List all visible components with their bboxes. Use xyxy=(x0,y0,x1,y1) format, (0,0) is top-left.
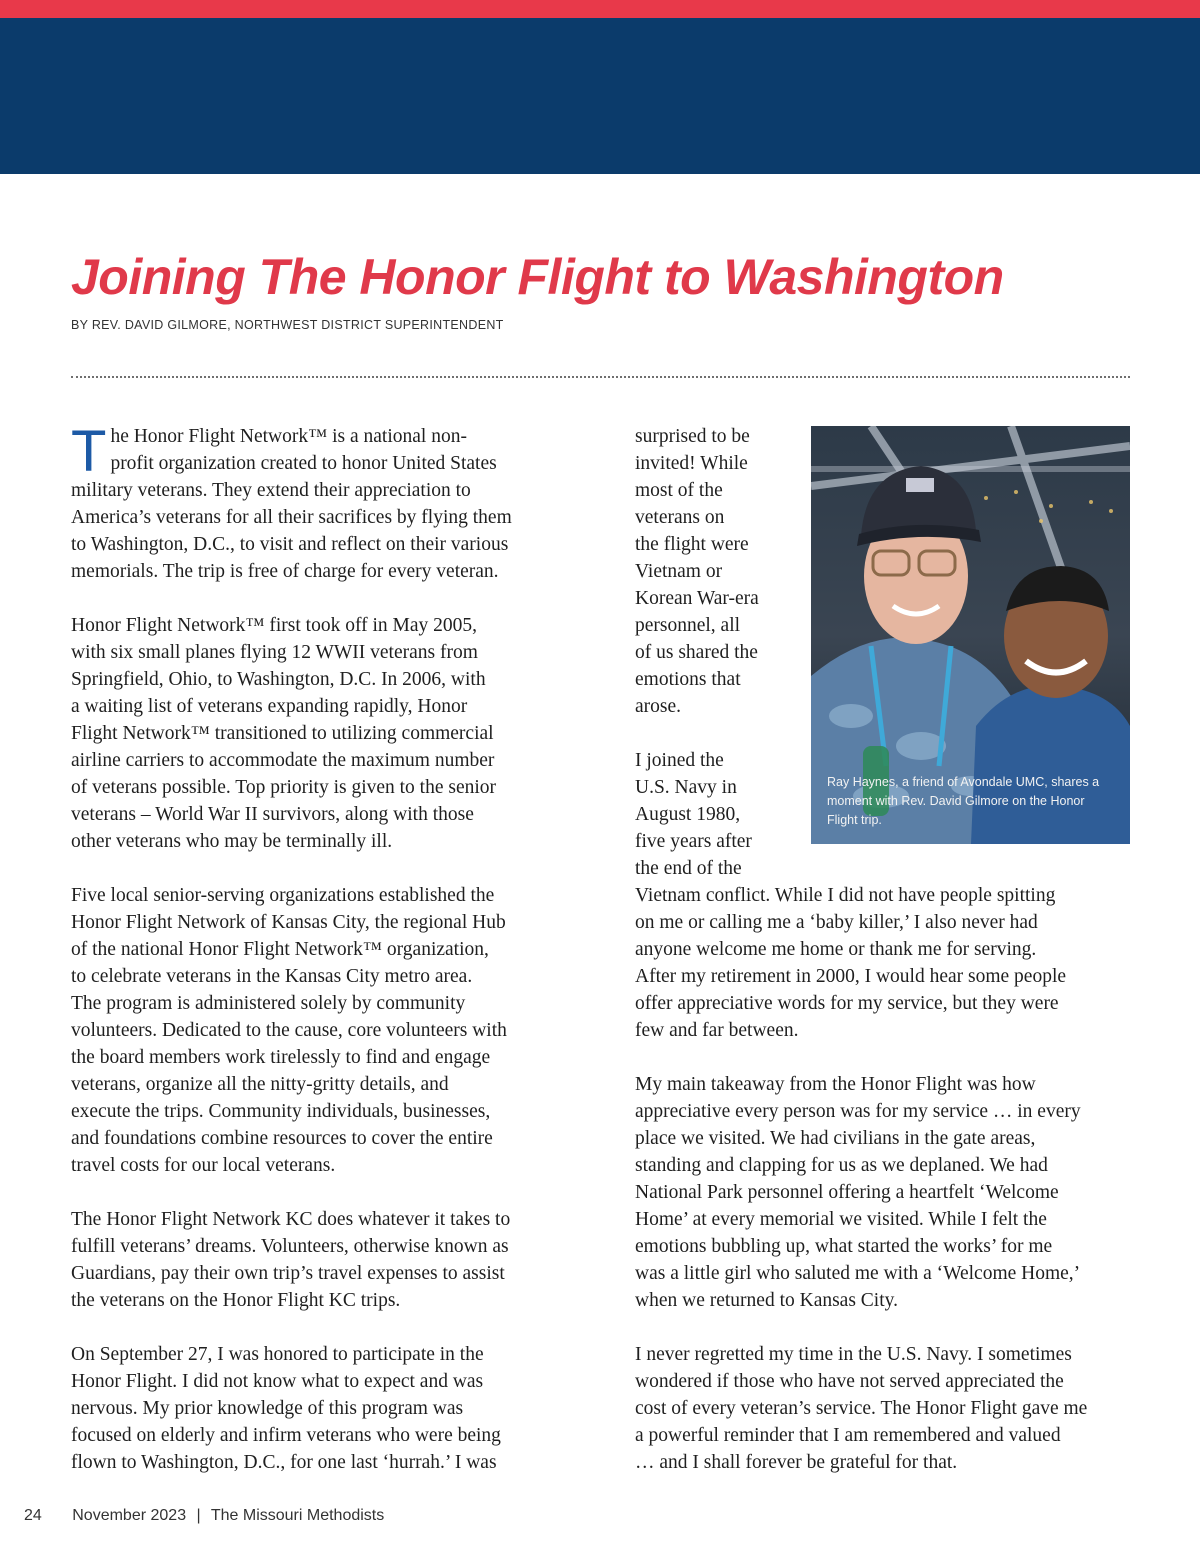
drop-cap: T xyxy=(71,419,107,484)
text-line: fulfill veterans’ dreams. Volunteers, otherwise known as xyxy=(71,1236,509,1257)
text-line: the board members work tirelessly to find and engage xyxy=(71,1047,491,1068)
text-line: was a little girl who saluted me with a ‘Welcome Home,’ xyxy=(635,1263,1081,1284)
body-paragraph xyxy=(71,1206,571,1314)
text-line: personnel, all xyxy=(635,615,741,636)
text-line: focused on elderly and infirm veterans who were being xyxy=(71,1425,501,1446)
text-line: few and far between. xyxy=(635,1020,799,1041)
body-paragraph xyxy=(635,1341,1135,1476)
text-line: Honor Flight Network of Kansas City, the regional Hub xyxy=(71,912,506,933)
text-line: nervous. My prior knowledge of this program was xyxy=(71,1398,464,1419)
text-line: I joined the xyxy=(635,750,724,771)
text-line: Flight Network™ transitioned to utilizing commercial xyxy=(71,723,494,744)
text-line: other veterans who may be terminally ill. xyxy=(71,831,393,852)
text-line: of us shared the xyxy=(635,642,758,663)
text-line: veterans – World War II survivors, along with those xyxy=(71,804,474,825)
text-line: with six small planes flying 12 WWII veterans from xyxy=(71,642,478,663)
publication-name: The Missouri Methodists xyxy=(210,1507,385,1524)
text-line: I never regretted my time in the U.S. Navy. I sometimes xyxy=(635,1344,1072,1365)
page-number: 24 xyxy=(24,1507,42,1524)
top-red-band xyxy=(0,0,1200,18)
text-line: Vietnam or xyxy=(635,561,723,582)
text-line: the end of the xyxy=(635,858,742,879)
text-line: military veterans. They extend their appreciation to xyxy=(71,480,471,501)
text-line: invited! While xyxy=(635,453,748,474)
text-line: veterans, organize all the nitty-gritty details, and xyxy=(71,1074,449,1095)
text-line: cost of every veteran’s service. The Honor Flight gave me xyxy=(635,1398,1088,1419)
article-byline: BY REV. DAVID GILMORE, NORTHWEST DISTRICT SUPERINTENDENT xyxy=(71,318,504,332)
text-line: The Honor Flight Network KC does whatever it takes to xyxy=(71,1209,511,1230)
text-line: five years after xyxy=(635,831,752,852)
text-line: Korean War-era xyxy=(635,588,759,609)
body-paragraph xyxy=(635,1071,1135,1314)
article-photo xyxy=(811,426,1130,844)
text-line: a waiting list of veterans expanding rapidly, Honor xyxy=(71,696,468,717)
text-line: anyone welcome me home or thank me for serving. xyxy=(635,939,1037,960)
text-line: Honor Flight. I did not know what to expect and was xyxy=(71,1371,484,1392)
body-paragraph xyxy=(71,1341,571,1476)
footer-separator: | xyxy=(196,1507,201,1524)
text-line: and foundations combine resources to cover the entire xyxy=(71,1128,493,1149)
text-line: volunteers. Dedicated to the cause, core volunteers with xyxy=(71,1020,507,1041)
text-line: most of the xyxy=(635,480,723,501)
left-column xyxy=(71,419,571,1503)
text-line: surprised to be xyxy=(635,426,750,447)
body-paragraph xyxy=(71,882,571,1179)
issue-date: November 2023 xyxy=(72,1507,187,1524)
photo-caption: Ray Haynes, a friend of Avondale UMC, shares a moment with Rev. David Gilmore on the Honor Flight trip. xyxy=(827,775,1100,827)
text-line: Guardians, pay their own trip’s travel expenses to assist xyxy=(71,1263,505,1284)
text-line: arose. xyxy=(635,696,682,717)
body-paragraph xyxy=(71,419,571,585)
text-line: offer appreciative words for my service, but they were xyxy=(635,993,1059,1014)
text-line: Home’ at every memorial we visited. While I felt the xyxy=(635,1209,1047,1230)
text-line: America’s veterans for all their sacrifices by flying them xyxy=(71,507,512,528)
text-line: Honor Flight Network™ first took off in May 2005, xyxy=(71,615,478,636)
text-line: August 1980, xyxy=(635,804,741,825)
text-line: veterans on xyxy=(635,507,725,528)
text-line: he Honor Flight Network™ is a national non- xyxy=(110,426,467,447)
text-line: On September 27, I was honored to participate in the xyxy=(71,1344,484,1365)
header-blue-band xyxy=(0,18,1200,174)
text-line: flown to Washington, D.C., for one last ‘hurrah.’ I was xyxy=(71,1452,497,1473)
text-line: airline carriers to accommodate the maximum number xyxy=(71,750,495,771)
page-footer xyxy=(24,1507,390,1525)
text-line: the flight were xyxy=(635,534,749,555)
text-line: Vietnam conflict. While I did not have people spitting xyxy=(635,885,1056,906)
text-line: travel costs for our local veterans. xyxy=(71,1155,336,1176)
text-line: wondered if those who have not served appreciated the xyxy=(635,1371,1064,1392)
text-line: on me or calling me a ‘baby killer,’ I also never had xyxy=(635,912,1038,933)
body-paragraph xyxy=(71,612,571,855)
text-line: place we visited. We had civilians in the gate areas, xyxy=(635,1128,1036,1149)
text-line: the veterans on the Honor Flight KC trips. xyxy=(71,1290,401,1311)
text-line: to celebrate veterans in the Kansas City metro area. xyxy=(71,966,473,987)
text-line: standing and clapping for us as we deplaned. We had xyxy=(635,1155,1048,1176)
text-line: profit organization created to honor United States xyxy=(110,453,497,474)
text-line: emotions bubbling up, what started the works’ for me xyxy=(635,1236,1053,1257)
text-line: a powerful reminder that I am remembered and valued xyxy=(635,1425,1061,1446)
text-line: Five local senior-serving organizations established the xyxy=(71,885,495,906)
text-line: Springfield, Ohio, to Washington, D.C. In 2006, with xyxy=(71,669,486,690)
text-line: The program is administered solely by community xyxy=(71,993,466,1014)
text-line: After my retirement in 2000, I would hear some people xyxy=(635,966,1067,987)
text-line: My main takeaway from the Honor Flight was how xyxy=(635,1074,1036,1095)
article-title: Joining The Honor Flight to Washington xyxy=(71,249,1004,305)
text-line: to Washington, D.C., to visit and reflect on their various xyxy=(71,534,509,555)
dotted-divider xyxy=(71,376,1130,378)
text-line: National Park personnel offering a heartfelt ‘Welcome xyxy=(635,1182,1059,1203)
text-line: when we returned to Kansas City. xyxy=(635,1290,899,1311)
text-line: appreciative every person was for my service … in every xyxy=(635,1101,1081,1122)
text-line: of veterans possible. Top priority is given to the senior xyxy=(71,777,497,798)
text-line: emotions that xyxy=(635,669,741,690)
text-line: of the national Honor Flight Network™ organization, xyxy=(71,939,489,960)
text-line: … and I shall forever be grateful for that. xyxy=(635,1452,958,1473)
text-line: execute the trips. Community individuals, businesses, xyxy=(71,1101,491,1122)
text-line: memorials. The trip is free of charge for every veteran. xyxy=(71,561,499,582)
text-line: U.S. Navy in xyxy=(635,777,737,798)
